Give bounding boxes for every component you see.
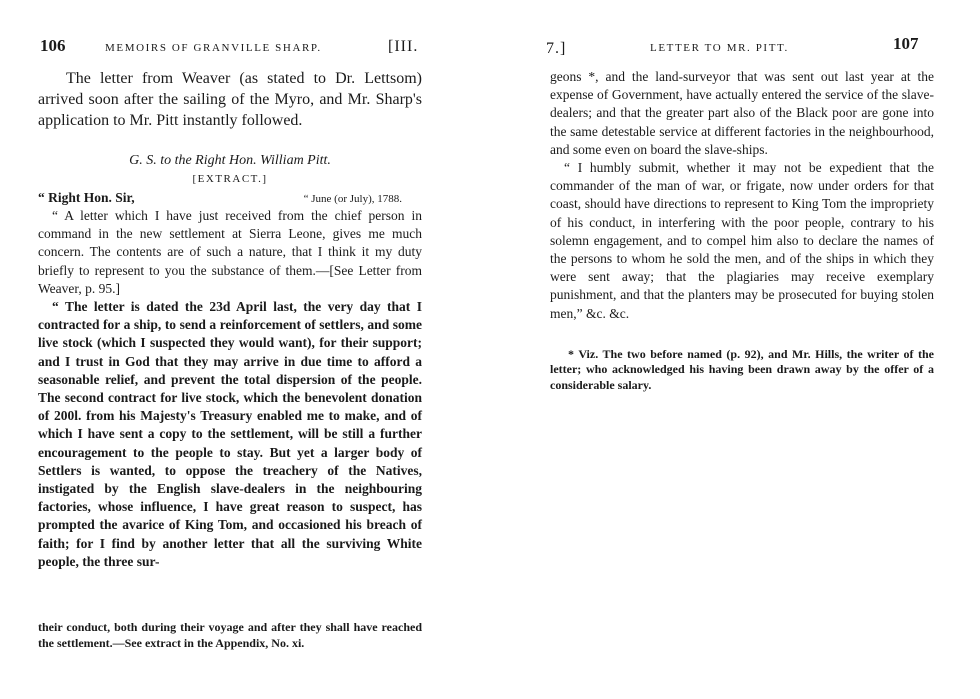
lead-paragraph: The letter from Weaver (as stated to Dr. Lettsom) arrived soon after the sailing of the Myro, and Mr. Sharp's application to Mr. Pitt instantly followed. [38,70,422,129]
letter-date: “ June (or July), 1788. [303,193,402,205]
right-footnote: * Viz. The two before named (p. 92), and Mr. Hills, the writer of the letter; who acknowledged his having been drawn away by the offer of a considerable salary. [550,346,934,392]
letter-paragraph-4: “ I humbly submit, whether it may not be expedient that the commander of the man of war, or frigate, now under orders for that coast, should have directions to represent to King Tom the impropriety of his conduct, in interfering with the poor people, contrary to his solemn engagement, and to compel him also to declare the names of the persons to whom he sold the men, and of the ships in which they were sent away; that the plagiaries may receive exemplary punishment, and that the planters may be prosecuted for buying stolen men,” &c. &c. [550,160,934,321]
left-running-title: MEMOIRS OF GRANVILLE SHARP. [105,42,322,54]
extract-label: [EXTRACT.] [192,173,268,185]
salutation-line [38,189,422,207]
left-signature-mark: [III. [388,38,419,55]
right-signature-mark: 7.] [546,40,567,57]
letter-paragraph-3: geons *, and the land-surveyor that was sent out last year at the expense of Government, have actually entered the service of the slave-dealers; and that the greater part also of the Black poor are gone into the same detestable service at different factories in the neighbourhood, and some even on board the slave-ships. [550,69,934,157]
letter-heading: G. S. to the Right Hon. William Pitt. [129,153,331,168]
left-page-number: 106 [40,36,66,55]
left-footnote: their conduct, both during their voyage and after they shall have reached the settlement.—See extract in the Appendix, No. xi. [38,620,422,650]
right-page-number: 107 [893,34,919,53]
right-page-header [546,34,980,68]
right-page [490,0,980,699]
salutation: “ Right Hon. Sir, [38,190,135,205]
right-running-title: LETTER TO MR. PITT. [650,42,789,54]
left-page-header [38,38,490,68]
letter-paragraph-2: “ The letter is dated the 23d April last, the very day that I contracted for a ship, to send a reinforcement of settlers, and some live stock (which I suspected they would want), for their support; and I trust in God that they may arrive in due time to afford a seasonable relief, and prevent the total dispersion of the people. The second contract for live stock, which the benevolent donation of 200l. from his Majesty's Treasury enabled me to make, and of which I have sent a copy to the settlement, will be still a further encouragement to the people to stay. But yet a larger body of Settlers is wanted, to oppose the treachery of the Natives, instigated by the English slave-dealers in the neighbouring factories, whose influence, I have great reason to suspect, has prompted the avarice of King Tom, and occasioned his breach of faith; for I find by another letter that all the surviving White people, the three sur- [38,299,422,569]
letter-paragraph-1: “ A letter which I have just received from the chief person in command in the new settlement at Sierra Leone, gives me much concern. The contents are of such a nature, that I think it my duty briefly to represent to you the substance of them.—[See Letter from Weaver, p. 95.] [38,208,422,296]
